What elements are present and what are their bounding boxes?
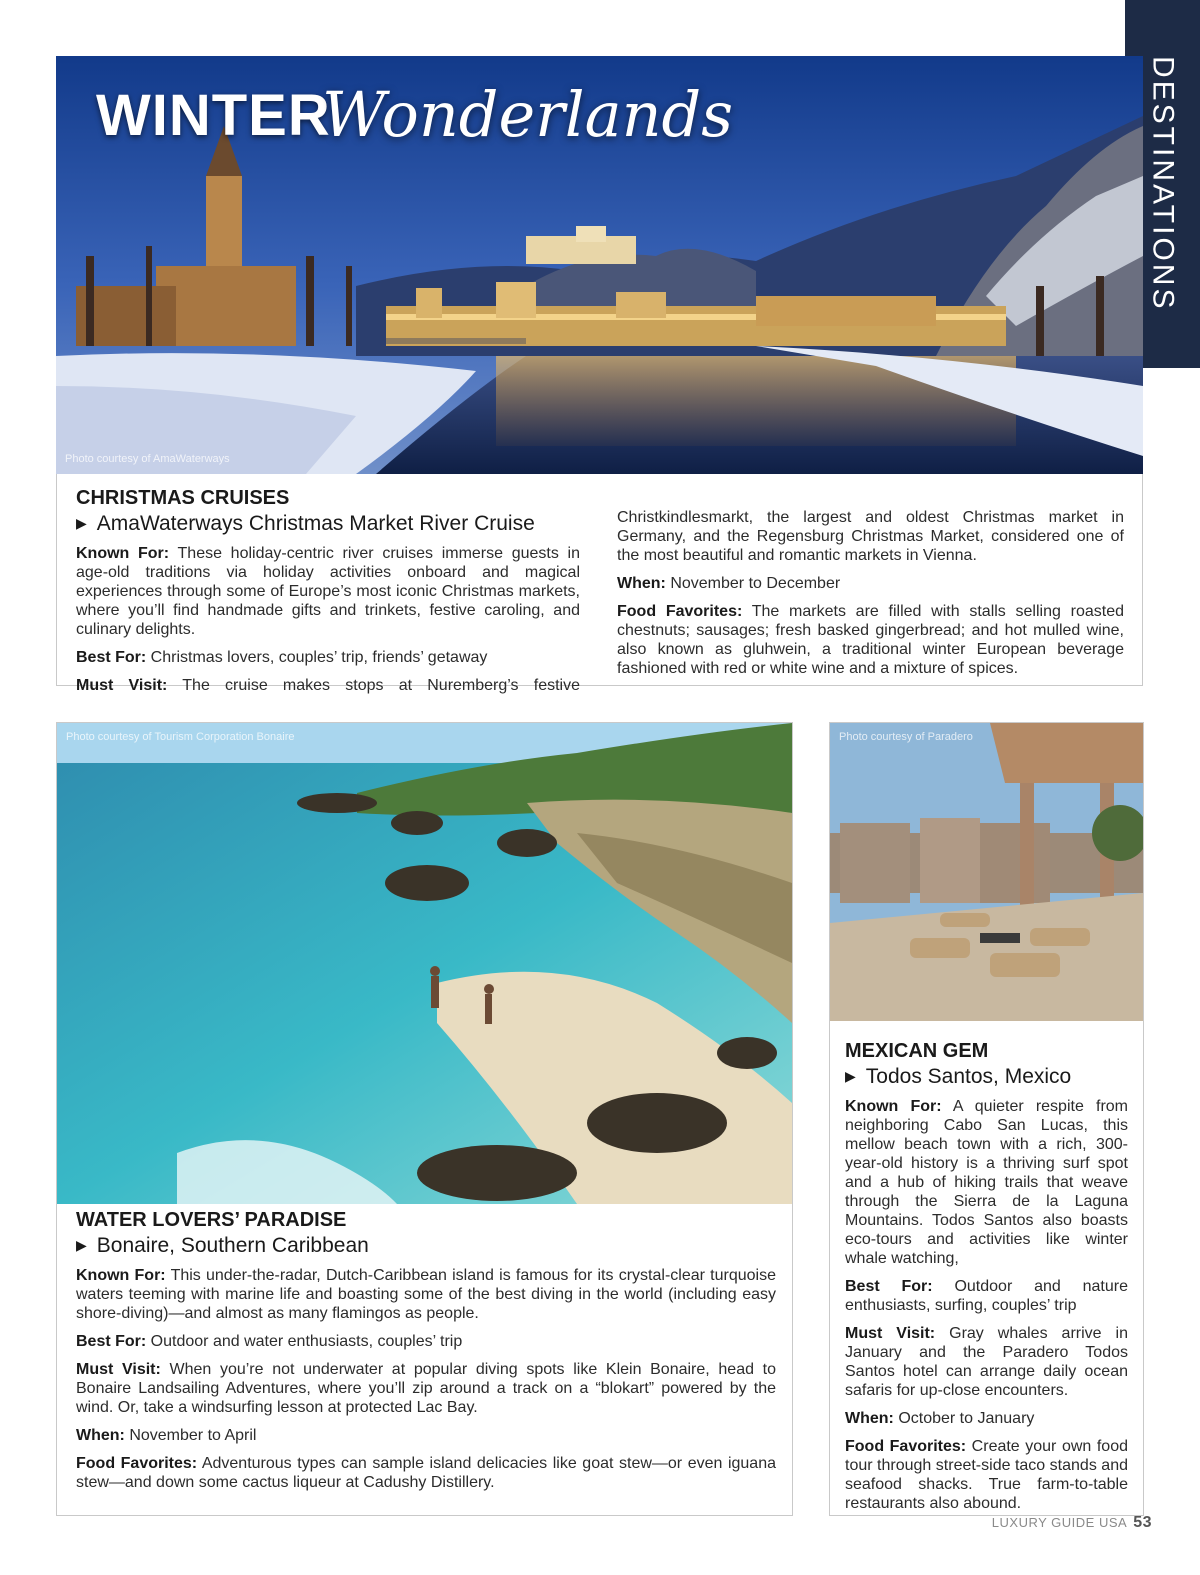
mexico-known-for: Known For: A quieter respite from neighboring Cabo San Lucas, this mellow beach town with a rich, 300-year-old history is a thriving surf spot and a hub of hiking trails that weave through the Sierra de la Laguna Mountains. Todos Santos also boasts eco-tours and activities like winter whale watching,: [845, 1098, 1128, 1267]
mexico-best-for: Best For: Outdoor and nature enthusiasts, surfing, couples’ trip: [845, 1278, 1128, 1314]
cruises-must-visit-continued: Christkindlesmarkt, the largest and oldest Christmas market in Germany, and the Regensburg Christmas Market, considered one of the most beautiful and romantic markets in Vienna.: [617, 509, 1124, 564]
water-subheading-row: [76, 1232, 776, 1259]
water-best-for: Best For: Outdoor and water enthusiasts, couples’ trip: [76, 1333, 463, 1350]
page-footer: [992, 1514, 1152, 1532]
water-lovers-box: [56, 722, 793, 1516]
water-known-for: Known For: This under-the-radar, Dutch-Caribbean island is famous for its crystal-clear turquoise waters teeming with marine life and boasting some of the best diving in the world (including easy shore-diving)—and almost as many flamingos as people.: [76, 1267, 776, 1322]
hero-photo: [56, 56, 1143, 474]
water-when: When: November to April: [76, 1427, 257, 1444]
cruises-right-column: [617, 508, 1124, 687]
hero-title-script: Wonderlands: [322, 78, 734, 151]
mexican-gem-box: [829, 722, 1144, 1516]
water-text-column: [76, 1208, 776, 1501]
bonaire-beach-illustration: [57, 723, 792, 1204]
cruises-subheading-row: [76, 510, 580, 537]
cruises-must-visit: Must Visit: The cruise makes stops at Nuremberg’s festive: [76, 677, 580, 694]
triangle-arrow-icon: ▶: [845, 1068, 856, 1084]
cruises-food-favorites: Food Favorites: The markets are filled with stalls selling roasted chestnuts; sausages; fresh basked gingerbread; and hot mulled wine, also known as gluhwein, a traditional winter European beverage fashioned with red or white wine and a mixture of spices.: [617, 603, 1124, 677]
water-subheading: Bonaire, Southern Caribbean: [96, 1234, 369, 1257]
paradero-photo-credit: Photo courtesy of Paradero: [839, 731, 973, 743]
hero-title-main: WINTER: [96, 83, 331, 148]
cruises-known-for: Known For: These holiday-centric river cruises immerse guests in age-old traditions via holiday activities onboard and magical experiences through some of Europe’s most iconic Christmas markets, where you’ll find handmade gifts and trinkets, festive caroling, and culinary delights.: [76, 545, 581, 638]
cruises-left-column: [76, 486, 580, 704]
cruises-heading: CHRISTMAS CRUISES: [76, 487, 290, 509]
page-number: 53: [1133, 1514, 1152, 1531]
hero-photo-credit: Photo courtesy of AmaWaterways: [65, 453, 230, 465]
cruises-subheading: AmaWaterways Christmas Market River Cruise: [96, 512, 535, 535]
bonaire-photo: [57, 723, 792, 1204]
triangle-arrow-icon: ▶: [76, 515, 87, 531]
cruises-when: When: November to December: [617, 575, 841, 592]
mexico-subheading-row: [845, 1063, 1128, 1090]
mexico-subheading: Todos Santos, Mexico: [865, 1065, 1072, 1088]
bonaire-photo-credit: Photo courtesy of Tourism Corporation Bonaire: [66, 731, 295, 743]
mexico-food-favorites: Food Favorites: Create your own food tour through street-side taco stands and seafood shacks. True farm-to-table restaurants also abound.: [845, 1438, 1128, 1512]
water-heading: WATER LOVERS’ PARADISE: [76, 1209, 347, 1231]
publication-name: LUXURY GUIDE USA: [991, 1515, 1128, 1530]
cruises-best-for: Best For: Christmas lovers, couples’ trip, friends’ getaway: [76, 649, 488, 666]
mexico-when: When: October to January: [845, 1410, 1035, 1427]
mexico-text-column: [845, 1039, 1128, 1522]
paradero-photo: [830, 723, 1143, 1021]
christmas-cruises-box: [56, 474, 1143, 694]
water-must-visit: Must Visit: When you’re not underwater at popular diving spots like Klein Bonaire, head to Bonaire Landsailing Adventures, where you’ll zip around a track on a “blokart” powered by the wind. Or, take a windsurfing lesson at protected Lac Bay.: [76, 1361, 776, 1416]
water-food-favorites: Food Favorites: Adventurous types can sample island delicacies like goat stew—or even iguana stew—and down some cactus liqueur at Cadushy Distillery.: [76, 1455, 777, 1491]
triangle-arrow-icon: ▶: [76, 1237, 87, 1253]
mexico-heading: MEXICAN GEM: [845, 1040, 989, 1062]
mexico-must-visit: Must Visit: Gray whales arrive in January and the Paradero Todos Santos hotel can arrange daily ocean safaris for up-close encounters.: [845, 1325, 1128, 1399]
paradero-hotel-illustration: [830, 723, 1143, 1021]
section-tab-label: DESTINATIONS: [1146, 56, 1180, 312]
